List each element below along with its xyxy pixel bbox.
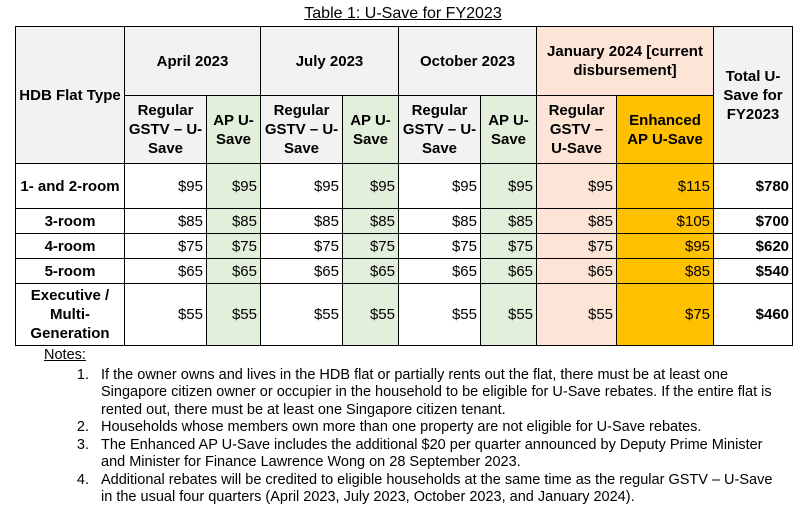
- total-cell: $700: [714, 209, 793, 234]
- header-april-2023: April 2023: [125, 27, 261, 96]
- amount-cell: $75: [343, 234, 399, 259]
- note-text: Households whose members own more than one property are not eligible for U-Save rebates.: [101, 419, 702, 435]
- amount-cell: $85: [399, 209, 481, 234]
- header-january-enhanced: Enhanced AP U-Save: [617, 96, 714, 164]
- amount-cell: $95: [537, 164, 617, 209]
- amount-cell: $75: [537, 234, 617, 259]
- amount-cell: $95: [481, 164, 537, 209]
- header-july-ap: AP U-Save: [343, 96, 399, 164]
- header-total: Total U-Save for FY2023: [714, 27, 793, 164]
- note-text: The Enhanced AP U-Save includes the additional $20 per quarter announced by Deputy Prime Minister and Minister for Finance Lawrence Wong on 28 September 2023.: [101, 436, 763, 470]
- note-number: 3.: [76, 436, 89, 453]
- note-text: If the owner owns and lives in the HDB flat or partially rents out the flat, there must be at least one Singapore citizen owner or occupier in the household to be eligible for U-Save rebates. If the entire flat is rented out, there must be at least one Singapore citizen tenant.: [101, 366, 772, 418]
- header-october-regular: Regular GSTV – U-Save: [399, 96, 481, 164]
- header-april-ap: AP U-Save: [207, 96, 261, 164]
- amount-cell: $75: [399, 234, 481, 259]
- total-cell: $460: [714, 284, 793, 346]
- table-row: [16, 234, 793, 259]
- amount-cell: $75: [261, 234, 343, 259]
- note-item: [44, 472, 784, 507]
- note-number: 4.: [76, 471, 89, 488]
- note-number: 2.: [76, 419, 89, 435]
- flat-type-cell: 4-room: [16, 234, 125, 259]
- amount-cell: $55: [481, 284, 537, 346]
- amount-cell: $65: [261, 259, 343, 284]
- header-january-regular: Regular GSTV – U-Save: [537, 96, 617, 164]
- amount-cell: $85: [343, 209, 399, 234]
- amount-cell: $65: [399, 259, 481, 284]
- amount-cell: $95: [125, 164, 207, 209]
- total-cell: $780: [714, 164, 793, 209]
- amount-cell: $85: [617, 259, 714, 284]
- amount-cell: $85: [207, 209, 261, 234]
- header-july-2023: July 2023: [261, 27, 399, 96]
- amount-cell: $55: [207, 284, 261, 346]
- table-caption: Table 1: U-Save for FY2023: [304, 5, 502, 22]
- amount-cell: $85: [481, 209, 537, 234]
- notes-heading: Notes:: [44, 347, 86, 363]
- amount-cell: $75: [207, 234, 261, 259]
- amount-cell: $65: [537, 259, 617, 284]
- amount-cell: $95: [261, 164, 343, 209]
- header-flat-type: HDB Flat Type: [16, 27, 125, 164]
- flat-type-cell: 1- and 2-room: [16, 164, 125, 209]
- table-row: [16, 209, 793, 234]
- table-row: [16, 164, 793, 209]
- note-text: Additional rebates will be credited to eligible households at the same time as the regular GSTV – U-Save in the usual four quarters (April 2023, July 2023, October 2023, and January 2024).: [101, 471, 773, 505]
- header-july-regular: Regular GSTV – U-Save: [261, 96, 343, 164]
- notes-section: [44, 347, 784, 507]
- amount-cell: $115: [617, 164, 714, 209]
- amount-cell: $55: [125, 284, 207, 346]
- header-october-2023: October 2023: [399, 27, 537, 96]
- note-number: 1.: [76, 366, 89, 383]
- header-april-regular: Regular GSTV – U-Save: [125, 96, 207, 164]
- amount-cell: $55: [399, 284, 481, 346]
- amount-cell: $95: [343, 164, 399, 209]
- note-item: [44, 437, 784, 472]
- amount-cell: $75: [481, 234, 537, 259]
- table-row: [16, 259, 793, 284]
- amount-cell: $65: [343, 259, 399, 284]
- header-row-periods: [16, 27, 793, 96]
- header-october-ap: AP U-Save: [481, 96, 537, 164]
- header-january-2024: January 2024 [current disbursement]: [537, 27, 714, 96]
- header-row-schemes: [16, 96, 793, 164]
- flat-type-cell: Executive / Multi-Generation: [16, 284, 125, 346]
- amount-cell: $95: [399, 164, 481, 209]
- amount-cell: $85: [537, 209, 617, 234]
- amount-cell: $75: [617, 284, 714, 346]
- amount-cell: $55: [537, 284, 617, 346]
- table-row: [16, 284, 793, 346]
- amount-cell: $85: [261, 209, 343, 234]
- amount-cell: $105: [617, 209, 714, 234]
- amount-cell: $95: [207, 164, 261, 209]
- total-cell: $540: [714, 259, 793, 284]
- total-cell: $620: [714, 234, 793, 259]
- amount-cell: $65: [481, 259, 537, 284]
- amount-cell: $95: [617, 234, 714, 259]
- flat-type-cell: 5-room: [16, 259, 125, 284]
- amount-cell: $55: [261, 284, 343, 346]
- amount-cell: $85: [125, 209, 207, 234]
- amount-cell: $55: [343, 284, 399, 346]
- notes-list: [44, 367, 784, 507]
- note-item: [44, 419, 784, 437]
- amount-cell: $65: [125, 259, 207, 284]
- note-item: [44, 367, 784, 420]
- flat-type-cell: 3-room: [16, 209, 125, 234]
- amount-cell: $65: [207, 259, 261, 284]
- amount-cell: $75: [125, 234, 207, 259]
- usave-table: [15, 26, 793, 346]
